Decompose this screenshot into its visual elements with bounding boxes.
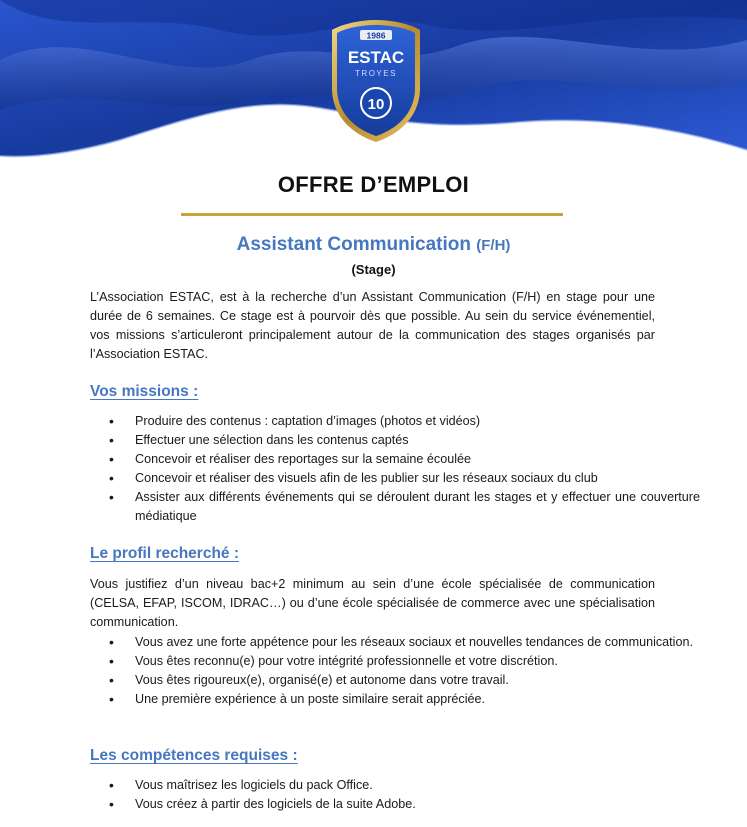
estac-logo [330, 18, 422, 144]
profile-heading: Le profil recherché : [90, 545, 240, 562]
logo-number: 10 [367, 96, 385, 113]
list-item: • Vous maîtrisez les logiciels du pack Office. [135, 776, 700, 795]
skills-heading: Les compétences requises : [90, 747, 298, 764]
list-item: • Vous êtes rigoureux(e), organisé(e) et autonome dans votre travail. [135, 671, 700, 690]
list-item: • Concevoir et réaliser des visuels afin de les publier sur les réseaux sociaux du club [135, 469, 700, 488]
job-type: (Stage) [351, 262, 396, 277]
logo-city: TROYES [355, 69, 397, 78]
list-item: • Assister aux différents événements qui se déroulent durant les stages et y effectuer une couverture médiatique [135, 488, 700, 526]
logo-name: ESTAC [347, 48, 405, 67]
page-title: OFFRE D’EMPLOI [277, 172, 470, 197]
list-item: • Une première expérience à un poste similaire serait appréciée. [135, 690, 700, 709]
list-item: • Produire des contenus : captation d’images (photos et vidéos) [135, 412, 700, 431]
logo-year: 1986 [366, 30, 386, 41]
profile-list [90, 633, 700, 709]
list-item: • Vous avez une forte appétence pour les réseaux sociaux et nouvelles tendances de communication. [135, 633, 700, 652]
list-item: • Vous êtes reconnu(e) pour votre intégrité professionnelle et votre discrétion. [135, 652, 700, 671]
job-title [0, 234, 747, 256]
list-item: • Vous créez à partir des logiciels de la suite Adobe. [135, 795, 700, 814]
job-gender: (F/H) [476, 237, 511, 254]
intro-paragraph: L’Association ESTAC, est à la recherche d’un Assistant Communication (F/H) en stage pour une durée de 6 semaines. Ce stage est à pourvoir dès que possible. Au sein du service événementiel, vos missions s’articuleront principalement autour de la communication des stages organisés par l’Association ESTAC. [90, 290, 655, 361]
skills-list [90, 776, 700, 814]
list-item: • Effectuer une sélection dans les contenus captés [135, 431, 700, 450]
missions-heading: Vos missions : [90, 383, 199, 400]
missions-list [90, 412, 700, 526]
profile-paragraph: Vous justifiez d’un niveau bac+2 minimum au sein d’une école spécialisée de communication (CELSA, EFAP, ISCOM, IDRAC…) ou d’une école spécialisée de commerce avec une spécialisation communication. [90, 577, 655, 629]
title-divider [181, 213, 563, 216]
job-title-text: Assistant Communication [236, 234, 471, 255]
list-item: • Concevoir et réaliser des reportages sur la semaine écoulée [135, 450, 700, 469]
